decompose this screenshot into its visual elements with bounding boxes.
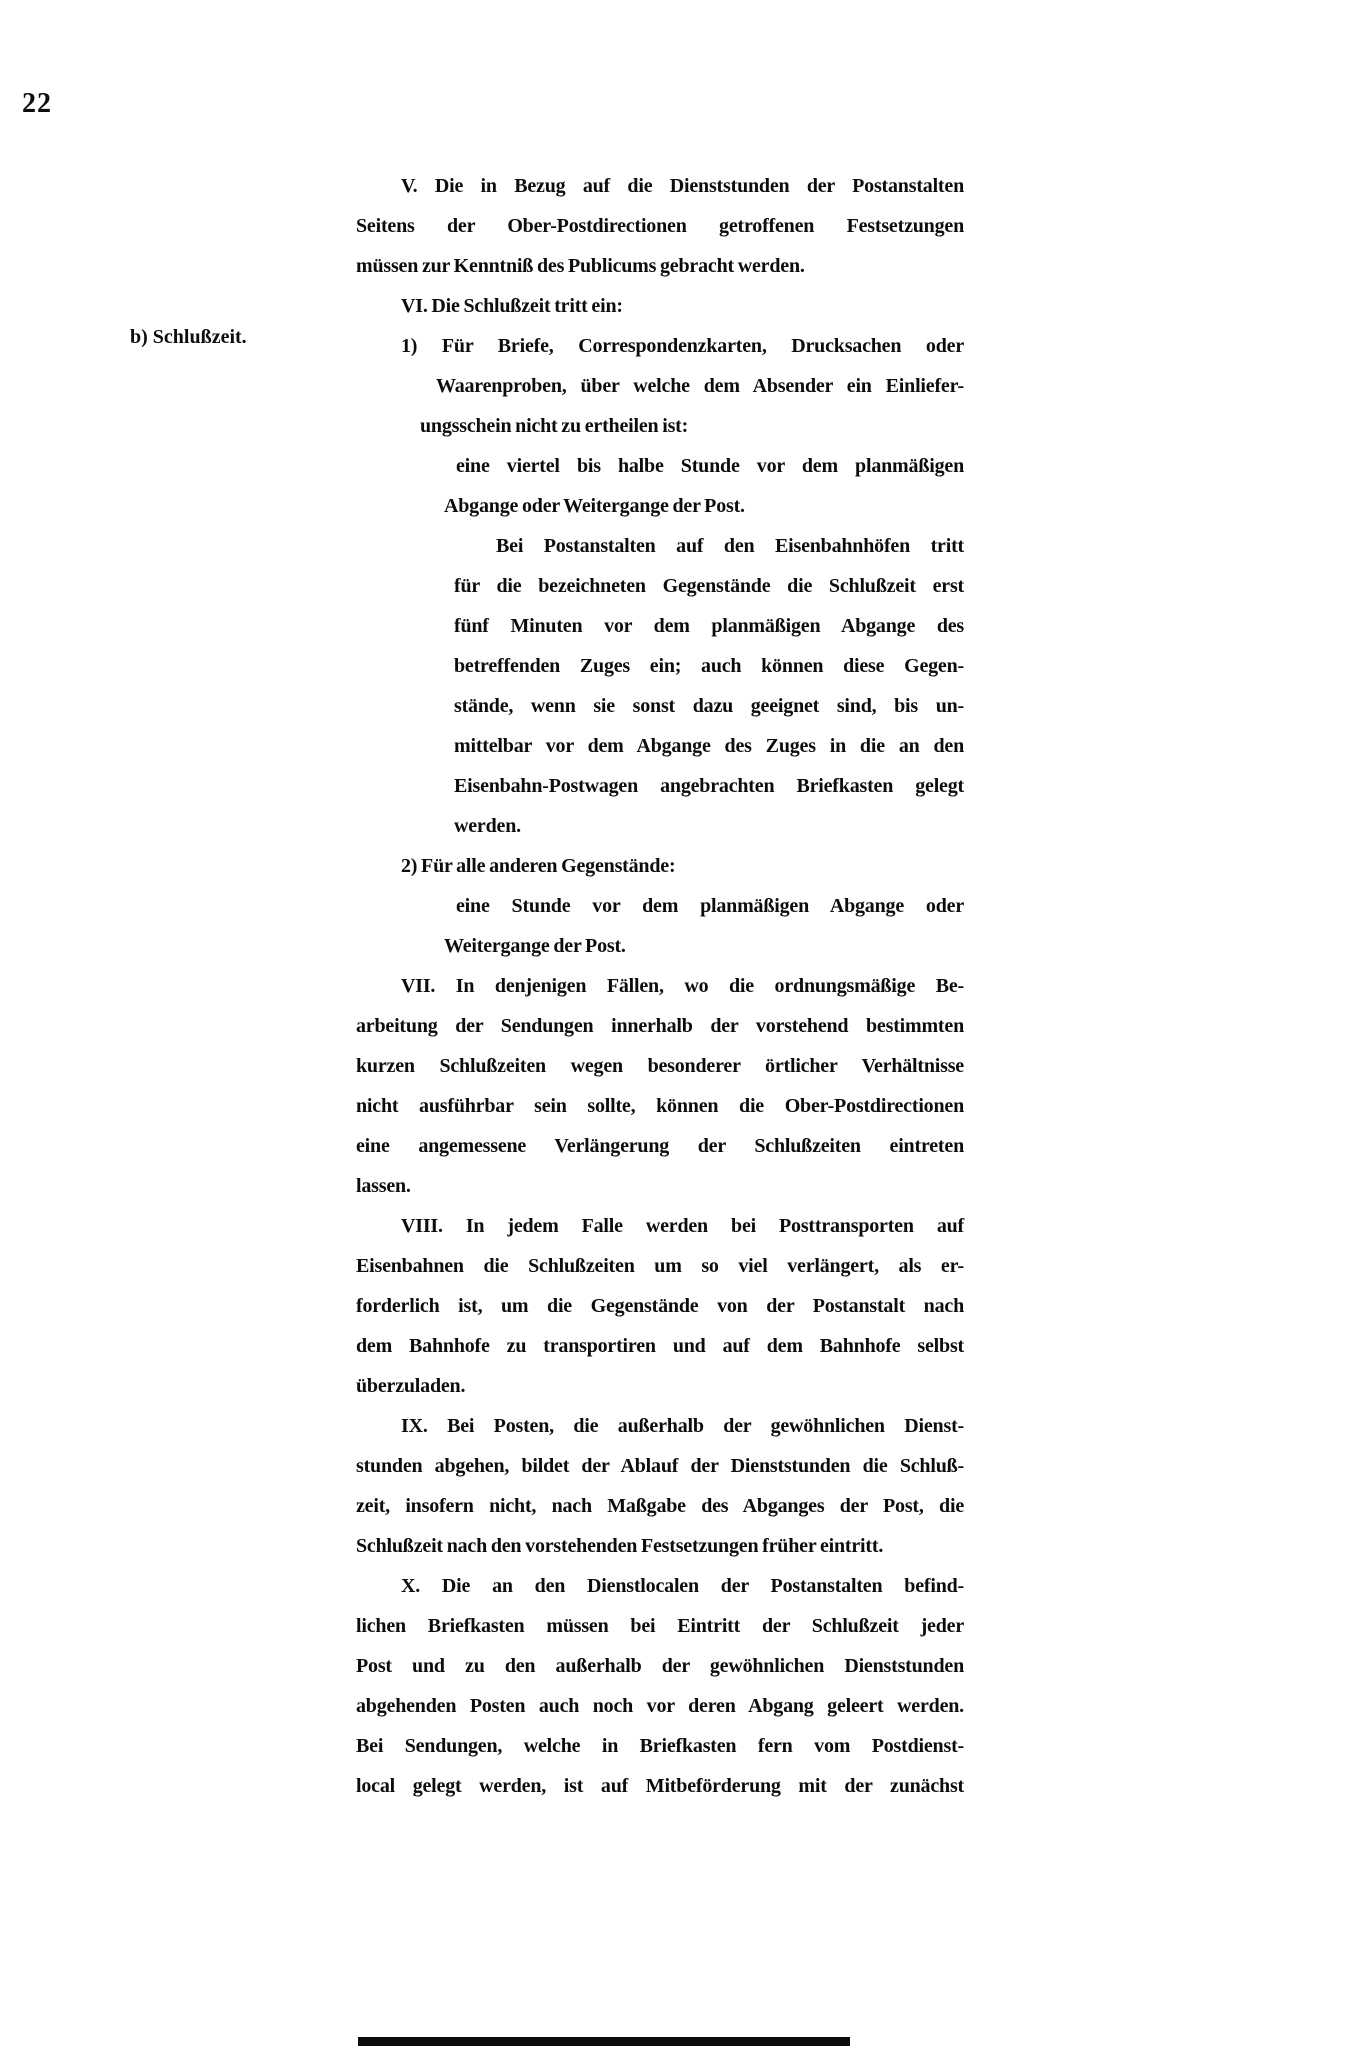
text-line: Weitergange der Post.	[444, 935, 626, 957]
scan-artifact-bar	[358, 2037, 850, 2046]
text-line: Abgange oder Weitergange der Post.	[444, 495, 745, 517]
text-line: Seitens der Ober-Postdirectionen getroffenen Festsetzungen	[356, 215, 964, 237]
text-line: VIII. In jedem Falle werden bei Posttransporten auf	[401, 1215, 964, 1237]
text-line: Schlußzeit nach den vorstehenden Festsetzungen früher eintritt.	[356, 1535, 884, 1557]
text-line: IX. Bei Posten, die außerhalb der gewöhnlichen Dienst-	[401, 1415, 964, 1437]
text-line: Bei Sendungen, welche in Briefkasten fern vom Postdienst-	[356, 1735, 964, 1757]
text-line: Waarenproben, über welche dem Absender ein Einliefer-	[436, 375, 964, 397]
text-line: nicht ausführbar sein sollte, können die Ober-Postdirectionen	[356, 1095, 964, 1117]
text-line: 1) Für Briefe, Correspondenzkarten, Drucksachen oder	[401, 335, 964, 357]
text-line: arbeitung der Sendungen innerhalb der vorstehend bestimmten	[356, 1015, 964, 1037]
text-line: zeit, insofern nicht, nach Maßgabe des Abganges der Post, die	[356, 1495, 964, 1517]
text-line: Bei Postanstalten auf den Eisenbahnhöfen tritt	[496, 535, 964, 557]
text-line: ungsschein nicht zu ertheilen ist:	[420, 415, 689, 437]
main-text-column	[356, 166, 964, 1806]
text-line: für die bezeichneten Gegenstände die Schlußzeit erst	[454, 575, 964, 597]
text-line: X. Die an den Dienstlocalen der Postanstalten befind-	[401, 1575, 964, 1597]
text-line: Eisenbahnen die Schlußzeiten um so viel verlängert, als er-	[356, 1255, 964, 1277]
text-line: mittelbar vor dem Abgange des Zuges in die an den	[454, 735, 964, 757]
text-line: eine angemessene Verlängerung der Schlußzeiten eintreten	[356, 1135, 964, 1157]
text-line: V. Die in Bezug auf die Dienststunden der Postanstalten	[401, 175, 964, 197]
text-line: lassen.	[356, 1175, 411, 1197]
text-line: überzuladen.	[356, 1375, 466, 1397]
text-line: abgehenden Posten auch noch vor deren Abgang geleert werden.	[356, 1695, 964, 1717]
text-line: VII. In denjenigen Fällen, wo die ordnungsmäßige Be-	[401, 975, 964, 997]
text-line: betreffenden Zuges ein; auch können diese Gegen-	[454, 655, 964, 677]
text-line: VI. Die Schlußzeit tritt ein:	[401, 295, 623, 317]
text-line: fünf Minuten vor dem planmäßigen Abgange des	[454, 615, 964, 637]
text-line: stände, wenn sie sonst dazu geeignet sind, bis un-	[454, 695, 964, 717]
text-line: Eisenbahn-Postwagen angebrachten Briefkasten gelegt	[454, 775, 964, 797]
text-line: werden.	[454, 815, 521, 837]
text-line: stunden abgehen, bildet der Ablauf der Dienststunden die Schluß-	[356, 1455, 964, 1477]
text-line: Post und zu den außerhalb der gewöhnlichen Dienststunden	[356, 1655, 964, 1677]
text-line: 2) Für alle anderen Gegenstände:	[401, 855, 676, 877]
text-line: eine Stunde vor dem planmäßigen Abgange oder	[456, 895, 964, 917]
margin-note-schlusszeit: b) Schlußzeit.	[130, 326, 247, 348]
text-line: dem Bahnhofe zu transportiren und auf dem Bahnhofe selbst	[356, 1335, 964, 1357]
text-line: forderlich ist, um die Gegenstände von der Postanstalt nach	[356, 1295, 964, 1317]
page-number: 22	[22, 88, 52, 119]
text-line: lichen Briefkasten müssen bei Eintritt der Schlußzeit jeder	[356, 1615, 964, 1637]
text-line: local gelegt werden, ist auf Mitbeförderung mit der zunächst	[356, 1775, 964, 1797]
text-line: eine viertel bis halbe Stunde vor dem planmäßigen	[456, 455, 964, 477]
text-line: müssen zur Kenntniß des Publicums gebracht werden.	[356, 255, 805, 277]
text-line: kurzen Schlußzeiten wegen besonderer örtlicher Verhältnisse	[356, 1055, 964, 1077]
